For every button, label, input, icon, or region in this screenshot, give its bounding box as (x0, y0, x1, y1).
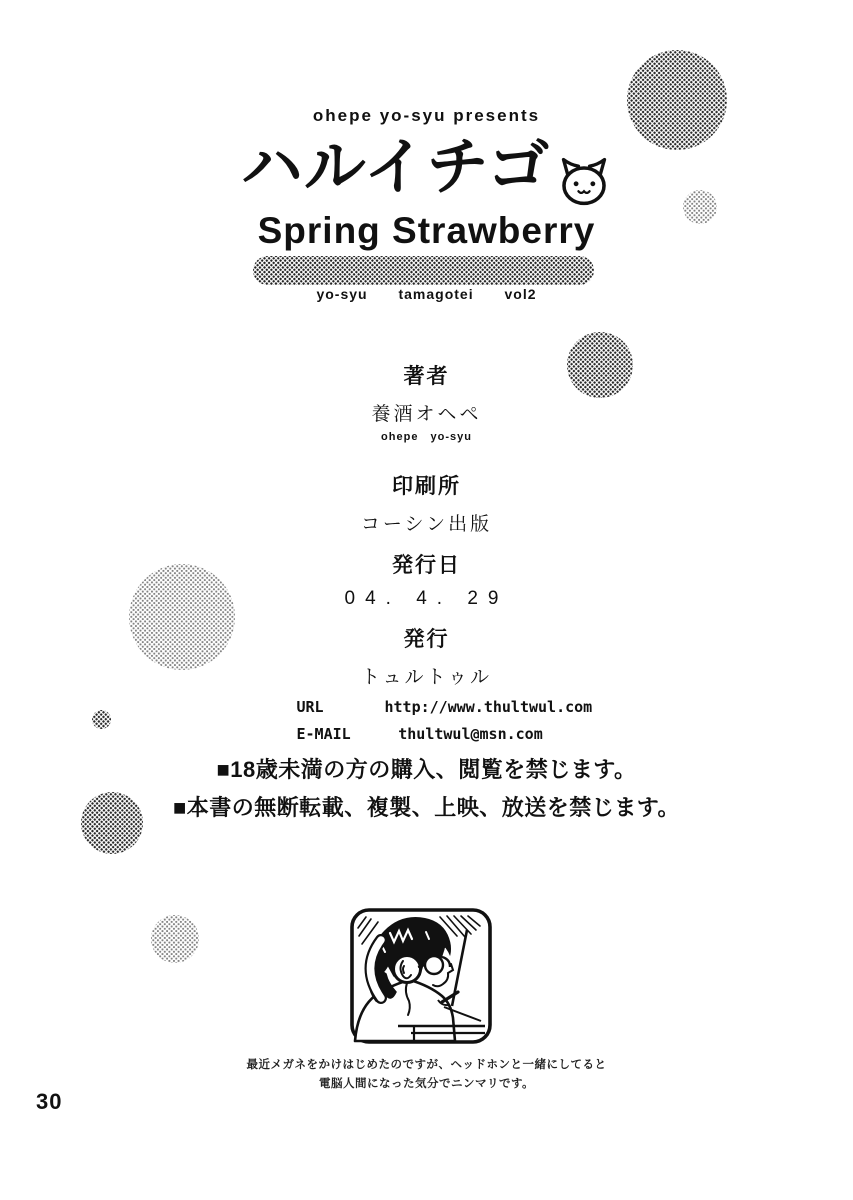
afterword-caption-line2: 電脳人間になった気分でニンマリです。 (318, 1078, 535, 1090)
credit-value-author: 養酒オヘペ (371, 404, 482, 425)
cat-face-icon (556, 154, 612, 208)
credit-label-publisher: 発行 (403, 628, 450, 651)
series-credit-line: yo-syu tamagotei vol2 (316, 286, 537, 302)
page-title: ハルイチゴ (240, 133, 551, 203)
credit-label-issue-date: 発行日 (392, 554, 461, 577)
credit-value-publisher: トュルトゥル (360, 667, 493, 688)
credit-label-printer: 印刷所 (392, 475, 461, 498)
legal-notices (0, 751, 853, 827)
colophon-block (0, 360, 853, 743)
notice-age-restriction: ■18歳未満の方の購入、閲覧を禁じます。 (216, 757, 637, 782)
credit-romaji-author: ohepe yo-syu (381, 431, 472, 443)
title-row (0, 128, 853, 208)
credit-value-issue-date: 04. 4. 29 (344, 588, 509, 609)
presents-line: ohepe yo-syu presents (312, 106, 541, 125)
page-number: 30 (36, 1089, 63, 1114)
halftone-circle-small-left (151, 915, 199, 963)
url-value: http://www.thultwul.com (384, 698, 593, 716)
credit-value-printer: コーシン出版 (360, 514, 493, 535)
afterword-caption-line1: 最近メガネをかけはじめたのですが、ヘッドホンと一緒にしてると (246, 1059, 607, 1071)
author-self-portrait-illustration (348, 906, 494, 1048)
contact-row-url (296, 698, 593, 716)
url-label: URL (296, 698, 324, 716)
email-value: thultwul@msn.com (398, 725, 543, 743)
email-label: E-MAIL (296, 725, 351, 743)
credit-label-author: 著者 (403, 365, 450, 388)
notice-no-reproduction: ■本書の無断転載、複製、上映、放送を禁じます。 (172, 795, 681, 820)
halftone-divider-bar (253, 256, 594, 285)
subtitle-english: Spring Strawberry (257, 210, 596, 251)
contact-row-email (297, 725, 557, 743)
